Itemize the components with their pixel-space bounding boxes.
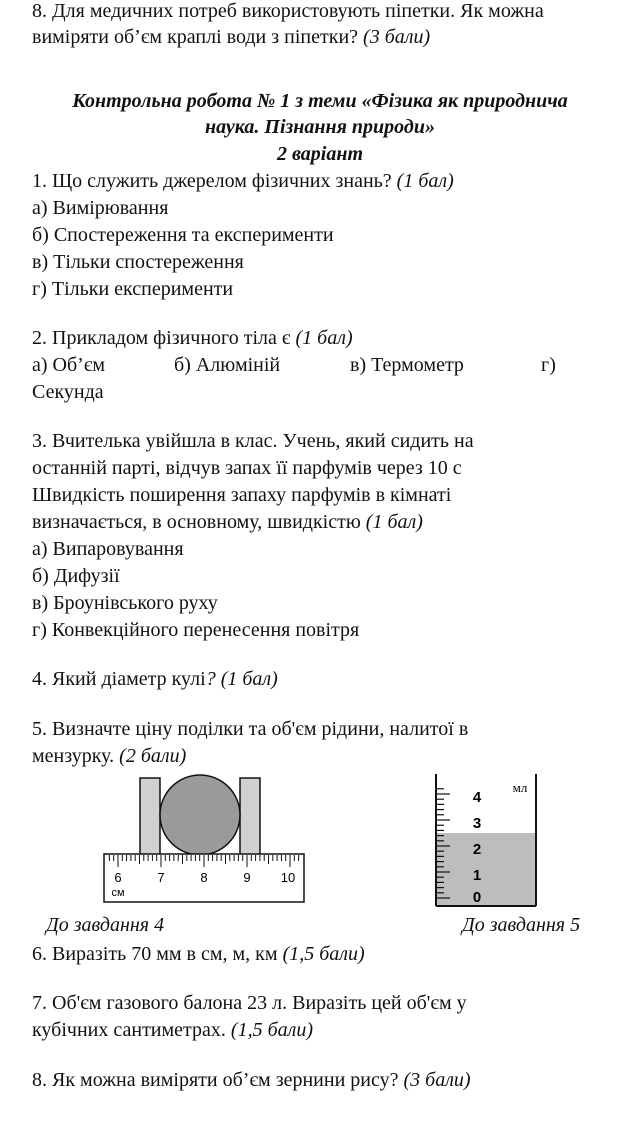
variant-label: 2 варіант [276,143,363,165]
right-block [240,778,260,856]
q2-option-d-letter: г) [541,354,556,376]
question-2: 2. Прикладом фізичного тіла є (1 бал) [32,327,353,349]
question-3-line4: визначається, в основному, швидкістю (1 бал) [32,511,423,533]
ruler-tick-label: 6 [114,870,122,885]
question-5-line1: 5. Визначте ціну поділки та об'єм рідини, налитої в [32,718,469,740]
test-title-line2: наука. Пізнання природи» [205,116,435,138]
ruler-tick-label: 10 [280,870,296,885]
q1-option-c: в) Тільки спостереження [32,251,244,273]
question-5-line2: мензурку. (2 бали) [32,745,187,767]
question-7-line2: кубічних сантиметрах. (1,5 бали) [32,1019,314,1041]
question-3-line1: 3. Вчителька увійшла в клас. Учень, який сидить на [32,430,474,452]
figure-5-caption: До завдання 5 [462,914,581,936]
prev-question-line1: 8. Для медичних потреб використовують піпетки. Як можна [32,0,544,22]
question-3-line2: останній парті, відчув запах її парфумів через 10 с [32,457,462,479]
cylinder-tick-label: 0 [472,889,482,906]
q1-option-a: а) Вимірювання [32,197,169,219]
question-3-line3: Швидкість поширення запаху парфумів в кімнаті [32,484,452,506]
question-8: 8. Як можна виміряти об’єм зернини рису? (3 бали) [32,1069,471,1091]
q3-option-a: а) Випаровування [32,538,184,560]
cylinder-unit: мл [512,780,528,795]
cylinder-tick-label: 1 [472,867,482,884]
cylinder-figure [434,772,540,908]
cylinder-tick-label: 3 [472,815,482,832]
ruler-ball-figure [100,774,308,906]
q1-option-b: б) Спостереження та експерименти [32,224,334,246]
q3-option-d: г) Конвекційного перенесення повітря [32,619,360,641]
q2-option-c: в) Термометр [350,354,464,376]
liquid [436,833,536,906]
cylinder-tick-label: 2 [472,841,482,858]
q1-option-d: г) Тільки експерименти [32,278,234,300]
q2-option-d-text: Секунда [32,381,104,403]
ruler-tick-label: 8 [200,870,208,885]
q3-option-c: в) Броунівського руху [32,592,218,614]
question-6: 6. Виразіть 70 мм в см, м, км (1,5 бали) [32,943,365,965]
question-7-line1: 7. Об'єм газового балона 23 л. Виразіть цей об'єм у [32,992,467,1014]
question-1: 1. Що служить джерелом фізичних знань? (1 бал) [32,170,454,192]
ruler-tick-label: 9 [243,870,251,885]
ruler-tick-label: 7 [157,870,165,885]
prev-question-line2: виміряти об’єм краплі води з піпетки? (3 бали) [32,26,431,48]
left-block [140,778,160,856]
figure-4-caption: До завдання 4 [46,914,165,936]
ball [160,775,240,855]
cylinder-tick-label: 4 [472,789,482,806]
question-4: 4. Який діаметр кулі? (1 бал) [32,668,278,690]
test-title-line1: Контрольна робота № 1 з теми «Фізика як природнича [72,90,568,112]
q3-option-b: б) Дифузії [32,565,120,587]
q2-option-b: б) Алюміній [174,354,281,376]
q2-option-a: а) Об’єм [32,354,106,376]
ruler-unit: см [111,887,125,899]
